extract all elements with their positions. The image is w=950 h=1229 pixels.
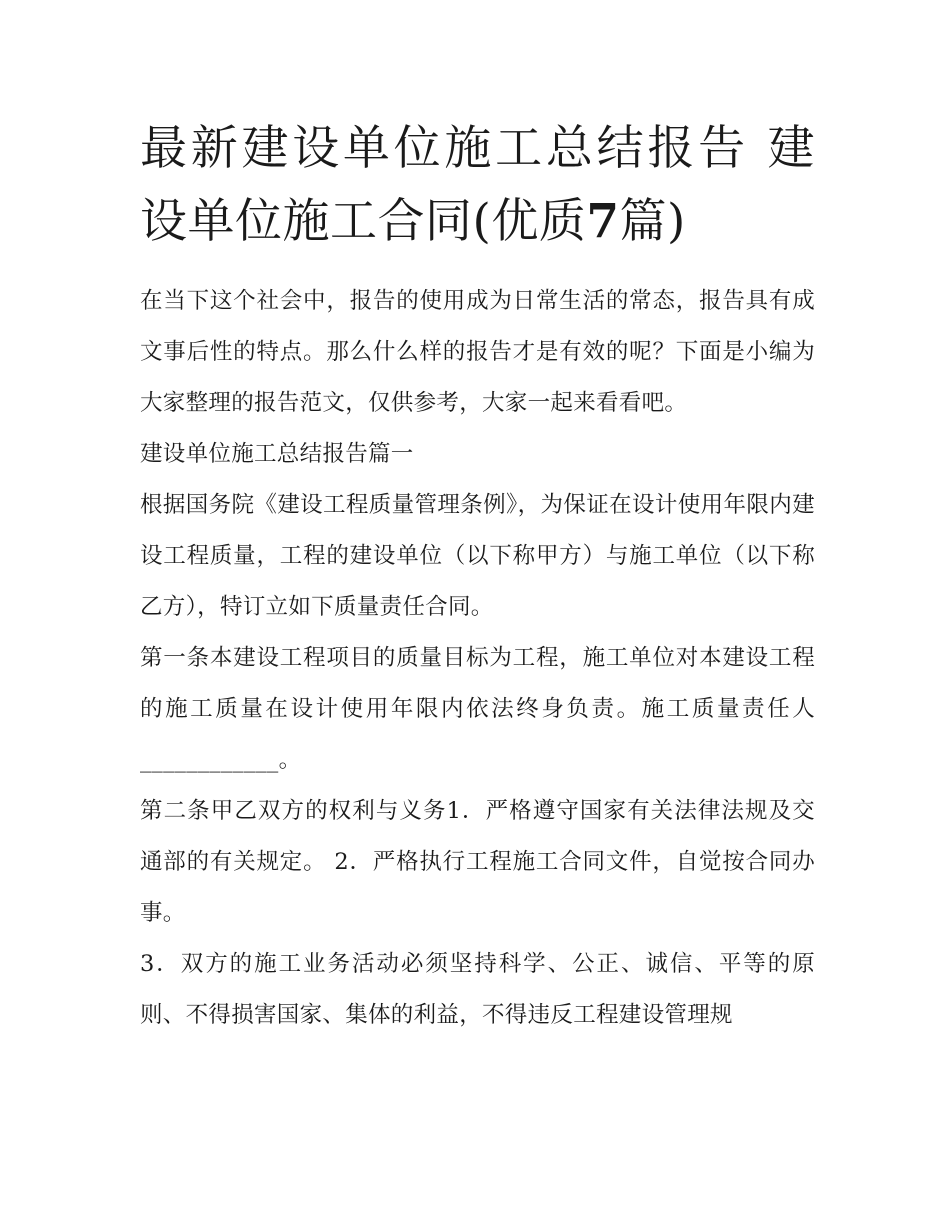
document-page: [140, 112, 815, 1041]
body-paragraph: 根据国务院《建设工程质量管理条例》，为保证在设计使用年限内建设工程质量，工程的建设单位（以下称甲方）与施工单位（以下称乙方），特订立如下质量责任合同。: [140, 492, 815, 620]
title-number: 7: [586, 194, 620, 249]
section-heading: 建设单位施工总结报告篇一: [140, 441, 414, 467]
body-paragraph: 第二条甲乙双方的权利与义务1．严格遵守国家有关法律法规及交通部的有关规定。 2．严格执行工程施工合同文件，自觉按合同办事。: [140, 798, 815, 926]
title-text: 最新建设单位施工总结报告 建设单位施工合同(优质: [140, 121, 815, 249]
body-paragraph: 3．双方的施工业务活动必须坚持科学、公正、诚信、平等的原则、不得损害国家、集体的利益，不得违反工程建设管理规: [140, 951, 815, 1028]
title-end: 篇): [619, 194, 686, 249]
body-paragraph: 第一条本建设工程项目的质量目标为工程，施工单位对本建设工程的施工质量在设计使用年限内依法终身负责。施工质量责任人____________。: [140, 645, 815, 773]
intro-paragraph: 在当下这个社会中，报告的使用成为日常生活的常态，报告具有成文事后性的特点。那么什么样的报告才是有效的呢？下面是小编为大家整理的报告范文，仅供参考，大家一起来看看吧。: [140, 288, 815, 416]
document-title: [140, 112, 815, 258]
